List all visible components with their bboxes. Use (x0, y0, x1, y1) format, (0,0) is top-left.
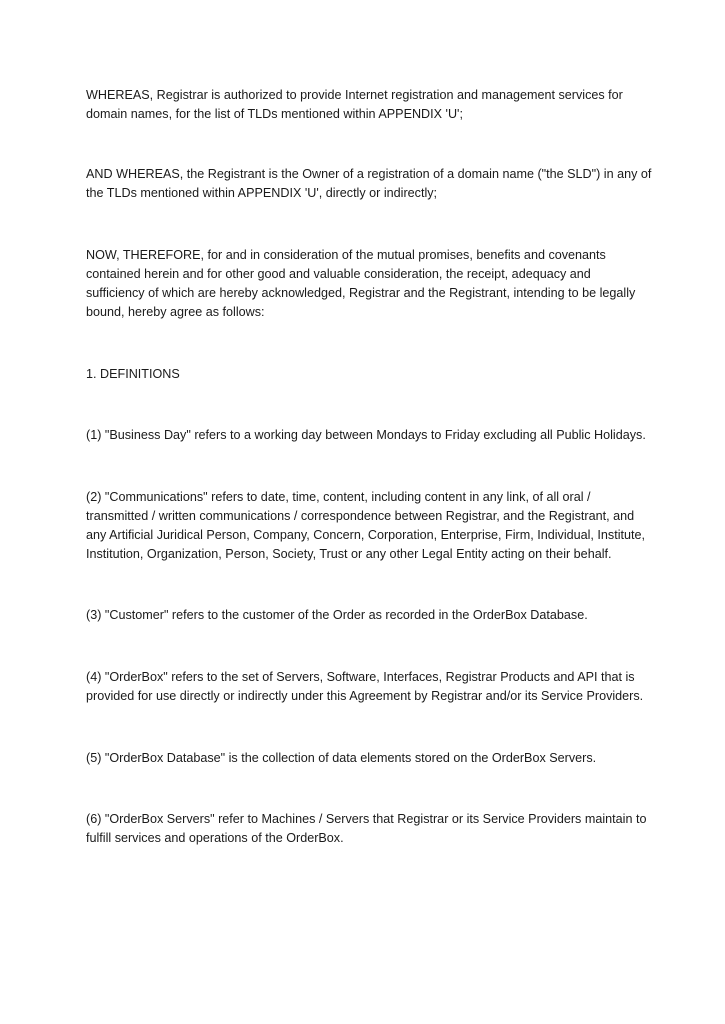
text-line: contained herein and for other good and valuable consideration, the receipt, adequacy and (86, 267, 591, 281)
text-line: 1. DEFINITIONS (86, 367, 180, 381)
text-line: domain names, for the list of TLDs mentioned within APPENDIX 'U'; (86, 107, 463, 121)
text-line: (1) "Business Day" refers to a working day between Mondays to Friday excluding all Public Holidays. (86, 428, 646, 442)
definition-orderbox-database (86, 749, 646, 768)
paragraph-now-therefore (86, 246, 646, 322)
text-line: sufficiency of which are hereby acknowledged, Registrar and the Registrant, intending to be legally (86, 286, 636, 300)
text-line: (3) "Customer" refers to the customer of the Order as recorded in the OrderBox Database. (86, 608, 588, 622)
definition-communications (86, 488, 646, 564)
paragraph-whereas-registrar (86, 86, 646, 124)
text-line: NOW, THEREFORE, for and in consideration of the mutual promises, benefits and covenants (86, 248, 606, 262)
text-line: bound, hereby agree as follows: (86, 305, 265, 319)
text-line: Institution, Organization, Person, Society, Trust or any other Legal Entity acting on their behalf. (86, 547, 612, 561)
section-heading-definitions (86, 365, 646, 384)
text-line: fulfill services and operations of the OrderBox. (86, 831, 344, 845)
text-line: (4) "OrderBox" refers to the set of Servers, Software, Interfaces, Registrar Products and API that is (86, 670, 635, 684)
text-line: any Artificial Juridical Person, Company, Concern, Corporation, Enterprise, Firm, Individual, Institute, (86, 528, 646, 542)
text-line: AND WHEREAS, the Registrant is the Owner of a registration of a domain name ("the SLD") in any of (86, 167, 652, 181)
definition-customer (86, 606, 646, 625)
definition-business-day (86, 426, 646, 445)
text-line: provided for use directly or indirectly under this Agreement by Registrar and/or its Service Providers. (86, 689, 644, 703)
text-line: (2) "Communications" refers to date, time, content, including content in any link, of all oral / (86, 490, 591, 504)
text-line: WHEREAS, Registrar is authorized to provide Internet registration and management services for (86, 88, 623, 102)
definition-orderbox-servers (86, 810, 646, 848)
definition-orderbox (86, 668, 646, 706)
text-line: the TLDs mentioned within APPENDIX 'U', directly or indirectly; (86, 186, 438, 200)
paragraph-and-whereas-registrant (86, 165, 652, 203)
text-line: transmitted / written communications / correspondence between Registrar, and the Registrant, and (86, 509, 635, 523)
text-line: (6) "OrderBox Servers" refer to Machines / Servers that Registrar or its Service Providers maintain to (86, 812, 647, 826)
text-line: (5) "OrderBox Database" is the collection of data elements stored on the OrderBox Servers. (86, 751, 597, 765)
